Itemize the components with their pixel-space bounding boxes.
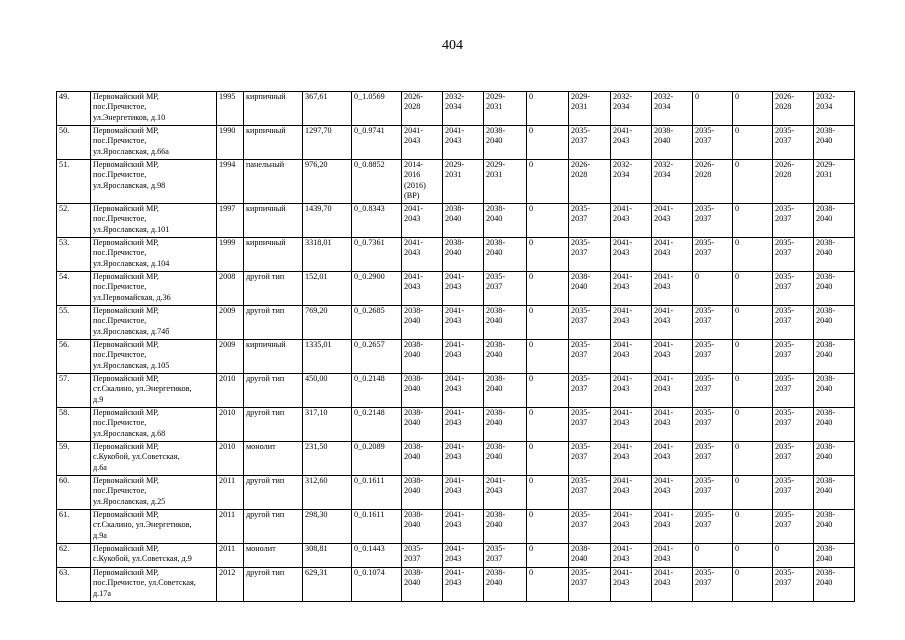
cell-wall-material: кирпичный [244,238,303,272]
cell-period-2: 2041- 2043 [443,126,484,160]
cell-address: Первомайский МР, пос.Пречистое, ул.Ярославская, д.101 [91,204,217,238]
cell-period-1: 2038- 2040 [402,476,443,510]
cell-period-8: 0 [693,544,733,568]
cell-period-9: 0 [733,568,773,602]
cell-period-11: 2038- 2040 [814,374,855,408]
cell-period-5: 2026- 2028 [569,160,611,204]
cell-period-7: 2041- 2043 [652,442,693,476]
cell-wall-material: кирпичный [244,340,303,374]
cell-address: Первомайский МР, пос.Пречистое, ул.Советская, д.17а [91,568,217,602]
cell-period-1: 2038- 2040 [402,442,443,476]
cell-period-11: 2032- 2034 [814,92,855,126]
cell-period-10: 0 [773,544,814,568]
cell-year-built: 1990 [217,126,244,160]
cell-wear-index: 0_0.2657 [352,340,402,374]
cell-period-3: 2038- 2040 [484,408,527,442]
cell-period-4: 0 [527,510,569,544]
cell-period-11: 2038- 2040 [814,340,855,374]
cell-wear-index: 0_0.2089 [352,442,402,476]
cell-period-8: 2035- 2037 [693,126,733,160]
cell-period-5: 2038- 2040 [569,544,611,568]
table-row [57,442,855,476]
cell-wall-material: кирпичный [244,126,303,160]
cell-wall-material: другой тип [244,272,303,306]
cell-wear-index: 0_0.7361 [352,238,402,272]
cell-period-11: 2038- 2040 [814,442,855,476]
cell-period-1: 2041- 2043 [402,204,443,238]
table-row [57,160,855,204]
cell-address: Первомайский МР, пос.Пречистое, ул.Ярославская, д.74б [91,306,217,340]
cell-period-8: 2035- 2037 [693,476,733,510]
cell-address: Первомайский МР, с.Кукобой, ул.Советская, д.6а [91,442,217,476]
cell-period-11: 2038- 2040 [814,126,855,160]
table-row [57,238,855,272]
cell-year-built: 2011 [217,510,244,544]
cell-period-9: 0 [733,126,773,160]
cell-wall-material: монолит [244,442,303,476]
cell-year-built: 2010 [217,408,244,442]
cell-row-number: 56. [57,340,91,374]
cell-area: 450,00 [303,374,352,408]
cell-period-7: 2041- 2043 [652,476,693,510]
cell-wall-material: другой тип [244,306,303,340]
cell-address: Первомайский МР, пос.Пречистое, ул.Энергетиков, д.10 [91,92,217,126]
cell-wall-material: другой тип [244,476,303,510]
cell-period-4: 0 [527,408,569,442]
cell-period-4: 0 [527,204,569,238]
cell-area: 1335,01 [303,340,352,374]
cell-area: 769,20 [303,306,352,340]
table-row [57,340,855,374]
cell-period-11: 2038- 2040 [814,272,855,306]
cell-period-9: 0 [733,272,773,306]
cell-period-10: 2035- 2037 [773,442,814,476]
cell-period-7: 2041- 2043 [652,204,693,238]
cell-year-built: 2010 [217,442,244,476]
cell-row-number: 60. [57,476,91,510]
cell-wear-index: 0_0.1611 [352,510,402,544]
cell-period-6: 2041- 2043 [611,204,652,238]
cell-period-8: 2035- 2037 [693,408,733,442]
cell-row-number: 51. [57,160,91,204]
cell-wear-index: 0_0.2685 [352,306,402,340]
cell-period-8: 2035- 2037 [693,306,733,340]
cell-period-8: 0 [693,272,733,306]
cell-period-5: 2038- 2040 [569,272,611,306]
cell-period-7: 2041- 2043 [652,544,693,568]
cell-period-2: 2032- 2034 [443,92,484,126]
cell-address: Первомайский МР, пос.Пречистое, ул.Ярославская, д.68 [91,408,217,442]
cell-period-10: 2035- 2037 [773,126,814,160]
cell-period-5: 2035- 2037 [569,126,611,160]
cell-period-2: 2041- 2043 [443,510,484,544]
cell-period-9: 0 [733,340,773,374]
cell-wall-material: панельный [244,160,303,204]
cell-period-2: 2041- 2043 [443,272,484,306]
cell-period-3: 2029- 2031 [484,92,527,126]
cell-period-4: 0 [527,238,569,272]
cell-address: Первомайский МР, пос.Пречистое, ул.Первомайская, д.36 [91,272,217,306]
cell-period-3: 2038- 2040 [484,306,527,340]
cell-period-4: 0 [527,442,569,476]
cell-period-2: 2041- 2043 [443,568,484,602]
cell-period-3: 2038- 2040 [484,340,527,374]
cell-period-1: 2041- 2043 [402,272,443,306]
cell-period-9: 0 [733,544,773,568]
cell-period-1: 2038- 2040 [402,568,443,602]
cell-period-5: 2035- 2037 [569,374,611,408]
cell-period-3: 2038- 2040 [484,568,527,602]
cell-period-5: 2035- 2037 [569,442,611,476]
cell-period-10: 2035- 2037 [773,374,814,408]
cell-period-1: 2014- 2016 (2016) (ВР) [402,160,443,204]
cell-period-11: 2038- 2040 [814,510,855,544]
cell-address: Первомайский МР, ст.Скалино, ул.Энергетиков, д.9 [91,374,217,408]
cell-year-built: 2010 [217,374,244,408]
cell-period-9: 0 [733,510,773,544]
cell-wear-index: 0_0.2148 [352,408,402,442]
cell-area: 298,30 [303,510,352,544]
cell-area: 308,81 [303,544,352,568]
cell-period-2: 2041- 2043 [443,544,484,568]
table-row [57,306,855,340]
cell-period-6: 2041- 2043 [611,238,652,272]
cell-period-6: 2032- 2034 [611,92,652,126]
cell-wall-material: кирпичный [244,204,303,238]
cell-period-5: 2035- 2037 [569,476,611,510]
cell-period-6: 2041- 2043 [611,544,652,568]
cell-period-10: 2035- 2037 [773,306,814,340]
cell-period-11: 2038- 2040 [814,238,855,272]
cell-period-9: 0 [733,238,773,272]
cell-address: Первомайский МР, пос.Пречистое, ул.Ярославская, д.104 [91,238,217,272]
cell-wall-material: монолит [244,544,303,568]
cell-area: 1297,70 [303,126,352,160]
cell-row-number: 49. [57,92,91,126]
cell-wear-index: 0_1.0569 [352,92,402,126]
cell-period-6: 2041- 2043 [611,306,652,340]
table-row [57,204,855,238]
cell-area: 976,20 [303,160,352,204]
cell-wear-index: 0_0.1611 [352,476,402,510]
cell-wall-material: другой тип [244,408,303,442]
cell-period-4: 0 [527,160,569,204]
cell-period-5: 2035- 2037 [569,306,611,340]
cell-wear-index: 0_0.1074 [352,568,402,602]
cell-period-4: 0 [527,340,569,374]
cell-row-number: 55. [57,306,91,340]
cell-area: 367,61 [303,92,352,126]
cell-wear-index: 0_0.1443 [352,544,402,568]
cell-period-1: 2026- 2028 [402,92,443,126]
cell-period-9: 0 [733,374,773,408]
cell-period-8: 2035- 2037 [693,340,733,374]
cell-wall-material: другой тип [244,510,303,544]
cell-period-4: 0 [527,476,569,510]
cell-period-3: 2038- 2040 [484,510,527,544]
cell-period-11: 2029- 2031 [814,160,855,204]
cell-area: 152,01 [303,272,352,306]
cell-year-built: 2009 [217,306,244,340]
cell-address: Первомайский МР, пос.Пречистое, ул.Ярославская, д.25 [91,476,217,510]
table-row [57,272,855,306]
cell-year-built: 2009 [217,340,244,374]
page-number: 404 [442,38,463,53]
cell-address: Первомайский МР, пос.Пречистое, ул.Ярославская, д.98 [91,160,217,204]
cell-wear-index: 0_0.8343 [352,204,402,238]
cell-period-3: 2038- 2040 [484,238,527,272]
cell-area: 629,31 [303,568,352,602]
cell-period-6: 2041- 2043 [611,510,652,544]
cell-period-8: 2035- 2037 [693,204,733,238]
cell-period-2: 2041- 2043 [443,442,484,476]
cell-year-built: 2011 [217,544,244,568]
cell-year-built: 1997 [217,204,244,238]
cell-row-number: 59. [57,442,91,476]
cell-period-4: 0 [527,568,569,602]
cell-wear-index: 0_0.8852 [352,160,402,204]
cell-year-built: 2012 [217,568,244,602]
cell-row-number: 62. [57,544,91,568]
cell-period-4: 0 [527,306,569,340]
table-body [57,92,855,602]
cell-row-number: 63. [57,568,91,602]
table-row [57,374,855,408]
cell-period-6: 2041- 2043 [611,126,652,160]
cell-period-2: 2041- 2043 [443,374,484,408]
cell-area: 312,60 [303,476,352,510]
cell-period-2: 2038- 2040 [443,238,484,272]
cell-period-1: 2038- 2040 [402,408,443,442]
cell-period-9: 0 [733,408,773,442]
cell-period-8: 2035- 2037 [693,374,733,408]
cell-wall-material: кирпичный [244,92,303,126]
cell-row-number: 57. [57,374,91,408]
cell-period-7: 2041- 2043 [652,272,693,306]
cell-period-3: 2038- 2040 [484,442,527,476]
cell-period-10: 2035- 2037 [773,476,814,510]
cell-period-3: 2038- 2040 [484,374,527,408]
cell-period-5: 2035- 2037 [569,238,611,272]
cell-period-1: 2041- 2043 [402,126,443,160]
cell-period-7: 2041- 2043 [652,340,693,374]
cell-period-7: 2041- 2043 [652,238,693,272]
cell-period-10: 2035- 2037 [773,204,814,238]
cell-period-1: 2038- 2040 [402,510,443,544]
cell-address: Первомайский МР, пос.Пречистое, ул.Ярославская, д.66а [91,126,217,160]
cell-period-3: 2035- 2037 [484,544,527,568]
cell-period-10: 2026- 2028 [773,92,814,126]
cell-year-built: 1994 [217,160,244,204]
cell-period-5: 2035- 2037 [569,408,611,442]
cell-period-11: 2038- 2040 [814,544,855,568]
cell-area: 231,50 [303,442,352,476]
cell-period-6: 2041- 2043 [611,340,652,374]
cell-period-4: 0 [527,126,569,160]
cell-period-2: 2041- 2043 [443,476,484,510]
cell-row-number: 58. [57,408,91,442]
cell-period-8: 2026- 2028 [693,160,733,204]
cell-period-3: 2041- 2043 [484,476,527,510]
cell-period-10: 2035- 2037 [773,238,814,272]
cell-row-number: 54. [57,272,91,306]
cell-period-2: 2038- 2040 [443,204,484,238]
cell-period-7: 2041- 2043 [652,306,693,340]
cell-period-4: 0 [527,374,569,408]
cell-period-1: 2038- 2040 [402,374,443,408]
cell-row-number: 53. [57,238,91,272]
cell-period-2: 2041- 2043 [443,306,484,340]
cell-period-10: 2035- 2037 [773,272,814,306]
cell-period-11: 2038- 2040 [814,568,855,602]
cell-period-8: 2035- 2037 [693,510,733,544]
cell-period-1: 2041- 2043 [402,238,443,272]
cell-period-9: 0 [733,204,773,238]
table-row [57,544,855,568]
cell-period-1: 2035- 2037 [402,544,443,568]
cell-period-5: 2029- 2031 [569,92,611,126]
cell-period-6: 2041- 2043 [611,272,652,306]
cell-period-6: 2041- 2043 [611,442,652,476]
cell-area: 317,10 [303,408,352,442]
cell-year-built: 1995 [217,92,244,126]
cell-period-7: 2041- 2043 [652,408,693,442]
cell-period-2: 2041- 2043 [443,408,484,442]
cell-period-11: 2038- 2040 [814,204,855,238]
table-row [57,408,855,442]
table-row [57,92,855,126]
cell-period-10: 2035- 2037 [773,340,814,374]
cell-period-4: 0 [527,92,569,126]
cell-period-9: 0 [733,306,773,340]
cell-period-9: 0 [733,476,773,510]
cell-year-built: 2011 [217,476,244,510]
cell-period-5: 2035- 2037 [569,204,611,238]
cell-period-6: 2041- 2043 [611,408,652,442]
table-row [57,510,855,544]
cell-wear-index: 0_0.2148 [352,374,402,408]
cell-period-10: 2035- 2037 [773,408,814,442]
cell-year-built: 1999 [217,238,244,272]
cell-period-3: 2035- 2037 [484,272,527,306]
cell-period-3: 2038- 2040 [484,126,527,160]
cell-period-9: 0 [733,160,773,204]
cell-period-7: 2032- 2034 [652,160,693,204]
cell-period-3: 2038- 2040 [484,204,527,238]
cell-period-8: 2035- 2037 [693,568,733,602]
cell-period-7: 2041- 2043 [652,568,693,602]
cell-address: Первомайский МР, пос.Пречистое, ул.Ярославская, д.105 [91,340,217,374]
cell-row-number: 50. [57,126,91,160]
cell-period-6: 2041- 2043 [611,476,652,510]
cell-period-6: 2041- 2043 [611,374,652,408]
cell-address: Первомайский МР, с.Кукобой, ул.Советская, д.9 [91,544,217,568]
cell-period-6: 2032- 2034 [611,160,652,204]
cell-period-11: 2038- 2040 [814,306,855,340]
cell-period-7: 2041- 2043 [652,510,693,544]
cell-wall-material: другой тип [244,374,303,408]
cell-area: 1439,70 [303,204,352,238]
cell-period-5: 2035- 2037 [569,510,611,544]
cell-period-8: 2035- 2037 [693,442,733,476]
cell-period-11: 2038- 2040 [814,476,855,510]
cell-period-7: 2041- 2043 [652,374,693,408]
cell-period-7: 2032- 2034 [652,92,693,126]
cell-row-number: 61. [57,510,91,544]
cell-year-built: 2008 [217,272,244,306]
cell-period-8: 2035- 2037 [693,238,733,272]
cell-period-2: 2029- 2031 [443,160,484,204]
table-row [57,568,855,602]
table-row [57,476,855,510]
cell-wall-material: другой тип [244,568,303,602]
cell-period-10: 2035- 2037 [773,510,814,544]
cell-period-7: 2038- 2040 [652,126,693,160]
cell-period-5: 2035- 2037 [569,340,611,374]
cell-period-4: 0 [527,272,569,306]
cell-period-10: 2035- 2037 [773,568,814,602]
cell-period-10: 2026- 2028 [773,160,814,204]
cell-wear-index: 0_0.9741 [352,126,402,160]
cell-wear-index: 0_0.2900 [352,272,402,306]
cell-area: 3318,01 [303,238,352,272]
cell-period-11: 2038- 2040 [814,408,855,442]
cell-period-4: 0 [527,544,569,568]
cell-row-number: 52. [57,204,91,238]
cell-period-8: 0 [693,92,733,126]
cell-period-2: 2041- 2043 [443,340,484,374]
cell-period-3: 2029- 2031 [484,160,527,204]
cell-period-1: 2038- 2040 [402,340,443,374]
table-row [57,126,855,160]
cell-period-9: 0 [733,442,773,476]
cell-period-1: 2038- 2040 [402,306,443,340]
cell-period-9: 0 [733,92,773,126]
cell-period-5: 2035- 2037 [569,568,611,602]
cell-period-6: 2041- 2043 [611,568,652,602]
cell-address: Первомайский МР, ст.Скалино, ул.Энергетиков, д.9а [91,510,217,544]
housing-register-table [56,91,855,602]
